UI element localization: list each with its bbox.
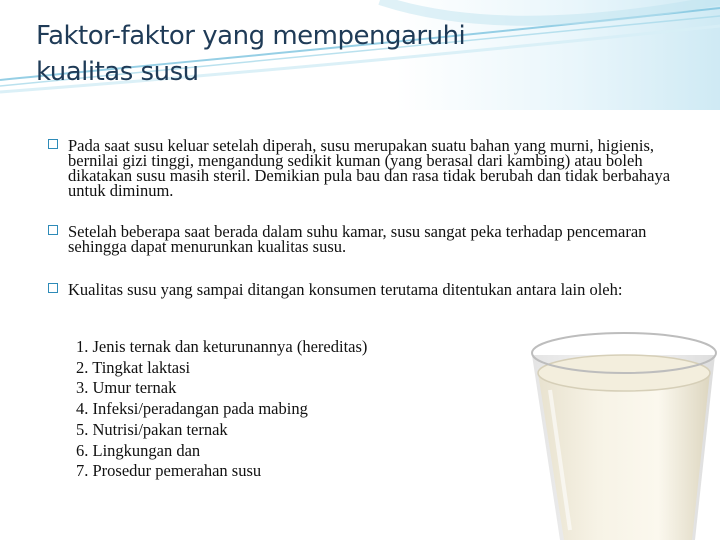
list-item: 3. Umur ternak	[76, 378, 177, 398]
bullet-text: Setelah beberapa saat berada dalam suhu kamar, susu sangat peka terhadap pencemaran sehingga dapat menurunkan kualitas susu.	[68, 222, 647, 256]
square-bullet-icon	[48, 225, 58, 235]
list-item: 7. Prosedur pemerahan susu	[76, 461, 262, 481]
square-bullet-icon	[48, 139, 58, 149]
list-item: 4. Infeksi/peradangan pada mabing	[76, 399, 308, 419]
list-item: 5. Nutrisi/pakan ternak	[76, 419, 228, 439]
bullet-text: Kualitas susu yang sampai ditangan konsumen terutama ditentukan antara lain oleh:	[68, 280, 623, 299]
list-item: 6. Lingkungan dan	[76, 440, 201, 460]
factor-list	[76, 337, 367, 482]
bullet-item	[48, 224, 688, 254]
square-bullet-icon	[48, 283, 58, 293]
bullet-item	[48, 138, 688, 198]
bullet-text: Pada saat susu keluar setelah diperah, susu merupakan suatu bahan yang murni, higienis, bernilai gizi tinggi, mengandung sedikit kuman (yang berasal dari kambing) atau boleh dikatakan susu masih steril. Demikian pula bau dan rasa tidak berubah dan tidak berbahaya untuk diminum.	[68, 136, 671, 200]
list-item: 2. Tingkat laktasi	[76, 357, 191, 377]
list-item: 1. Jenis ternak dan keturunannya (hereditas)	[76, 337, 368, 356]
bullet-item	[48, 282, 688, 297]
slide-title: Faktor-faktor yang mempengaruhi kualitas susu	[36, 21, 466, 87]
milk-glass-image	[520, 315, 720, 540]
